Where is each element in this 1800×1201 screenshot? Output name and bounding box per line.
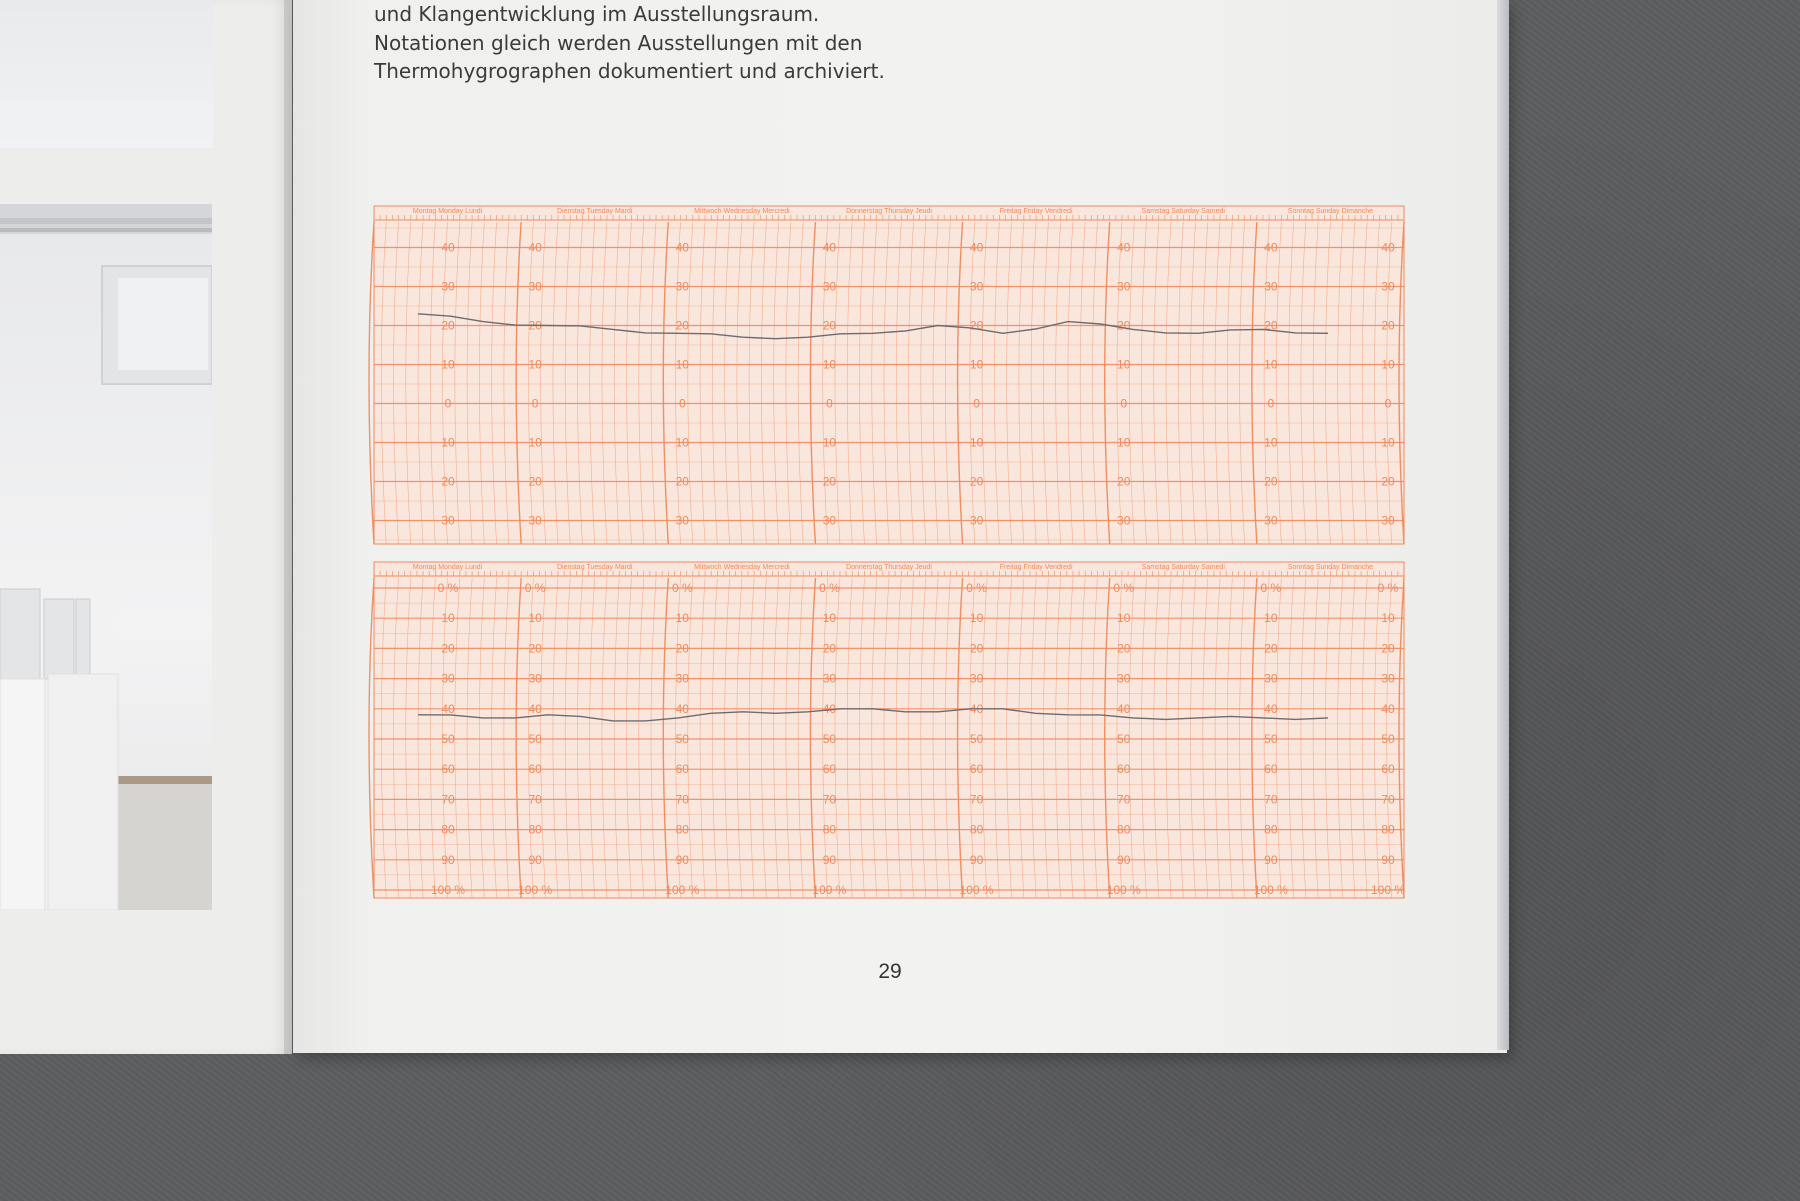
- day-label: Mittwoch Wednesday Mercredi: [694, 564, 790, 571]
- scale-label: 0 %: [1113, 581, 1135, 595]
- scale-label: 30: [1264, 279, 1278, 294]
- scale-label: 30: [1117, 279, 1131, 294]
- scale-label: 60: [1117, 762, 1131, 777]
- scale-label: 70: [441, 792, 455, 807]
- scale-label: 10: [1381, 357, 1395, 372]
- scale-label: 70: [822, 792, 837, 807]
- body-line: Thermohygrographen dokumentiert und archiviert.: [374, 59, 885, 83]
- scale-label: 40: [1117, 701, 1131, 716]
- day-label: Donnerstag Thursday Jeudi: [846, 208, 932, 215]
- scale-label: 0 %: [1260, 581, 1282, 595]
- scale-label: 30: [1117, 513, 1131, 528]
- scale-label: 30: [528, 279, 542, 294]
- scale-label: 30: [441, 513, 455, 528]
- scale-label: 0: [1120, 396, 1128, 411]
- scale-label: 40: [969, 240, 984, 255]
- scale-label: 10: [675, 611, 689, 626]
- scale-label: 0 %: [671, 581, 693, 595]
- body-line: Notationen gleich werden Ausstellungen mit den: [374, 30, 863, 55]
- day-label: Dienstag Tuesday Mardi: [556, 208, 633, 215]
- scale-label: 40: [675, 240, 689, 255]
- scale-label: 60: [675, 762, 689, 777]
- scale-label: 20: [1381, 474, 1395, 489]
- scale-label: 30: [441, 671, 455, 686]
- scale-label: 60: [969, 762, 984, 777]
- day-label: Montag Monday Lundi: [412, 564, 483, 571]
- scale-label: 80: [1381, 822, 1395, 837]
- scale-label: 80: [822, 822, 837, 837]
- scale-label: 20: [528, 641, 542, 656]
- scale-label: 0: [444, 396, 452, 411]
- scale-label: 20: [969, 474, 984, 489]
- scale-label: 10: [1117, 611, 1131, 626]
- scale-label: 20: [822, 474, 837, 489]
- scale-label: 90: [528, 852, 542, 867]
- scale-label: 30: [441, 279, 455, 294]
- scale-label: 20: [1117, 318, 1131, 333]
- scale-label: 20: [822, 641, 837, 656]
- scale-label: 10: [528, 611, 542, 626]
- humidity-chart: [369, 562, 1405, 898]
- scale-label: 50: [675, 732, 689, 746]
- scale-label: 30: [969, 671, 984, 686]
- scale-label: 80: [969, 822, 984, 837]
- scale-label: 100 %: [1370, 883, 1406, 897]
- scale-label: 10: [528, 435, 542, 450]
- scale-label: 20: [1117, 474, 1131, 489]
- scale-label: 0: [1267, 396, 1275, 411]
- gridline-day: [369, 222, 374, 544]
- scale-label: 20: [441, 474, 455, 489]
- scale-label: 30: [1381, 513, 1395, 528]
- scale-label: 10: [1264, 611, 1278, 626]
- scale-label: 30: [1381, 671, 1395, 686]
- day-label: Sonntag Sunday Dimanche: [1287, 208, 1374, 215]
- scale-label: 10: [822, 611, 837, 626]
- scale-label: 40: [822, 240, 837, 255]
- scale-label: 10: [969, 435, 984, 450]
- scale-label: 50: [441, 732, 455, 746]
- scale-label: 10: [1117, 357, 1131, 372]
- scale-label: 40: [1117, 240, 1131, 255]
- scale-label: 90: [1381, 852, 1395, 867]
- scale-label: 20: [441, 641, 455, 656]
- scale-label: 80: [528, 822, 542, 837]
- scale-label: 40: [528, 240, 542, 255]
- scale-label: 20: [822, 318, 837, 333]
- scale-label: 30: [822, 279, 837, 294]
- scale-label: 20: [1381, 641, 1395, 656]
- scale-label: 70: [675, 792, 689, 807]
- scale-label: 10: [675, 435, 689, 450]
- scale-label: 30: [969, 279, 984, 294]
- scale-label: 100 %: [518, 883, 553, 897]
- scale-label: 50: [1381, 732, 1395, 746]
- scale-label: 20: [969, 318, 984, 333]
- scale-label: 100 %: [1253, 883, 1288, 897]
- scale-label: 10: [822, 357, 837, 372]
- day-label: Samstag Saturday Samedi: [1141, 564, 1225, 571]
- scale-label: 10: [822, 435, 837, 450]
- scale-label: 0 %: [966, 581, 987, 595]
- scale-label: 0: [973, 396, 980, 411]
- scale-label: 0 %: [1377, 581, 1399, 595]
- scale-label: 30: [675, 279, 689, 294]
- scale-label: 10: [441, 357, 455, 372]
- scale-label: 10: [1381, 435, 1395, 450]
- scale-label: 30: [1264, 513, 1278, 528]
- scale-label: 50: [1117, 732, 1131, 746]
- scale-label: 30: [822, 671, 837, 686]
- scale-label: 0: [826, 396, 833, 411]
- scale-label: 90: [822, 852, 837, 867]
- scale-label: 20: [1264, 641, 1278, 656]
- scale-label: 30: [969, 513, 984, 528]
- scale-label: 80: [441, 822, 455, 837]
- scale-label: 40: [1381, 701, 1395, 716]
- scale-label: 0 %: [437, 581, 459, 595]
- day-label: Freitag Friday Vendredi: [999, 564, 1073, 571]
- scale-label: 40: [675, 701, 689, 716]
- day-label: Freitag Friday Vendredi: [999, 208, 1073, 215]
- scale-label: 20: [675, 641, 689, 656]
- scale-label: 70: [969, 792, 984, 807]
- scale-label: 80: [1117, 822, 1131, 837]
- scale-label: 10: [1381, 611, 1395, 626]
- page-number: 29: [878, 960, 902, 983]
- scale-label: 10: [969, 611, 984, 626]
- scale-label: 90: [969, 852, 984, 867]
- scale-label: 0 %: [819, 581, 840, 595]
- scale-label: 70: [1264, 792, 1278, 807]
- day-label: Mittwoch Wednesday Mercredi: [694, 208, 790, 215]
- scale-label: 20: [1264, 318, 1278, 333]
- scale-label: 60: [822, 762, 837, 777]
- scale-label: 70: [1117, 792, 1131, 807]
- scale-label: 60: [1381, 762, 1395, 777]
- scale-label: 60: [1264, 762, 1278, 777]
- scale-label: 10: [441, 435, 455, 450]
- scale-label: 40: [969, 701, 984, 716]
- scale-label: 80: [675, 822, 689, 837]
- scale-label: 50: [969, 732, 984, 746]
- scale-label: 20: [675, 474, 689, 489]
- scale-label: 10: [441, 611, 455, 626]
- scale-label: 30: [528, 513, 542, 528]
- scale-label: 60: [528, 762, 542, 777]
- day-label: Sonntag Sunday Dimanche: [1287, 564, 1374, 571]
- scale-label: 100 %: [812, 883, 847, 897]
- scale-label: 0: [678, 396, 686, 411]
- day-label: Samstag Saturday Samedi: [1141, 208, 1225, 215]
- scale-label: 30: [675, 513, 689, 528]
- scale-label: 40: [441, 240, 455, 255]
- scale-label: 20: [1264, 474, 1278, 489]
- scale-label: 20: [528, 318, 542, 333]
- scale-label: 90: [441, 852, 455, 867]
- scale-label: 40: [528, 701, 542, 716]
- scale-label: 0 %: [524, 581, 546, 595]
- scale-label: 100 %: [959, 883, 994, 897]
- scale-label: 30: [822, 513, 837, 528]
- scale-label: 10: [1264, 357, 1278, 372]
- scale-label: 100 %: [1106, 883, 1141, 897]
- scale-label: 70: [528, 792, 542, 807]
- day-label: Dienstag Tuesday Mardi: [556, 564, 633, 571]
- scale-label: 10: [969, 357, 984, 372]
- scale-label: 20: [675, 318, 689, 333]
- scale-label: 20: [528, 474, 542, 489]
- scale-label: 40: [441, 701, 455, 716]
- day-label: Donnerstag Thursday Jeudi: [846, 564, 932, 571]
- scale-label: 10: [675, 357, 689, 372]
- scale-label: 50: [528, 732, 542, 746]
- scale-label: 40: [1381, 240, 1395, 255]
- day-label: Montag Monday Lundi: [412, 208, 483, 215]
- scale-label: 20: [1117, 641, 1131, 656]
- body-line: und Klangentwicklung im Ausstellungsraum.: [374, 2, 820, 26]
- scale-label: 100 %: [430, 883, 466, 897]
- scale-label: 10: [528, 357, 542, 372]
- scale-label: 0: [1384, 396, 1392, 411]
- gridline-day: [369, 578, 374, 898]
- scale-label: 20: [441, 318, 455, 333]
- scale-label: 30: [1264, 671, 1278, 686]
- scale-label: 30: [528, 671, 542, 686]
- scale-label: 20: [969, 641, 984, 656]
- scale-label: 40: [822, 701, 837, 716]
- scale-label: 90: [1264, 852, 1278, 867]
- scale-label: 20: [1381, 318, 1395, 333]
- scale-label: 30: [1117, 671, 1131, 686]
- scale-label: 80: [1264, 822, 1278, 837]
- scale-label: 100 %: [665, 883, 700, 897]
- scale-label: 60: [441, 762, 455, 777]
- scale-label: 70: [1381, 792, 1395, 807]
- scale-label: 90: [1117, 852, 1131, 867]
- scale-label: 0: [531, 396, 539, 411]
- scale-label: 10: [1117, 435, 1131, 450]
- scale-label: 40: [1264, 240, 1278, 255]
- scale-label: 30: [1381, 279, 1395, 294]
- scale-label: 50: [1264, 732, 1278, 746]
- scale-label: 30: [675, 671, 689, 686]
- temperature-chart: [369, 206, 1404, 544]
- scale-label: 40: [1264, 701, 1278, 716]
- scale-label: 10: [1264, 435, 1278, 450]
- scale-label: 50: [822, 732, 837, 746]
- scale-label: 90: [675, 852, 689, 867]
